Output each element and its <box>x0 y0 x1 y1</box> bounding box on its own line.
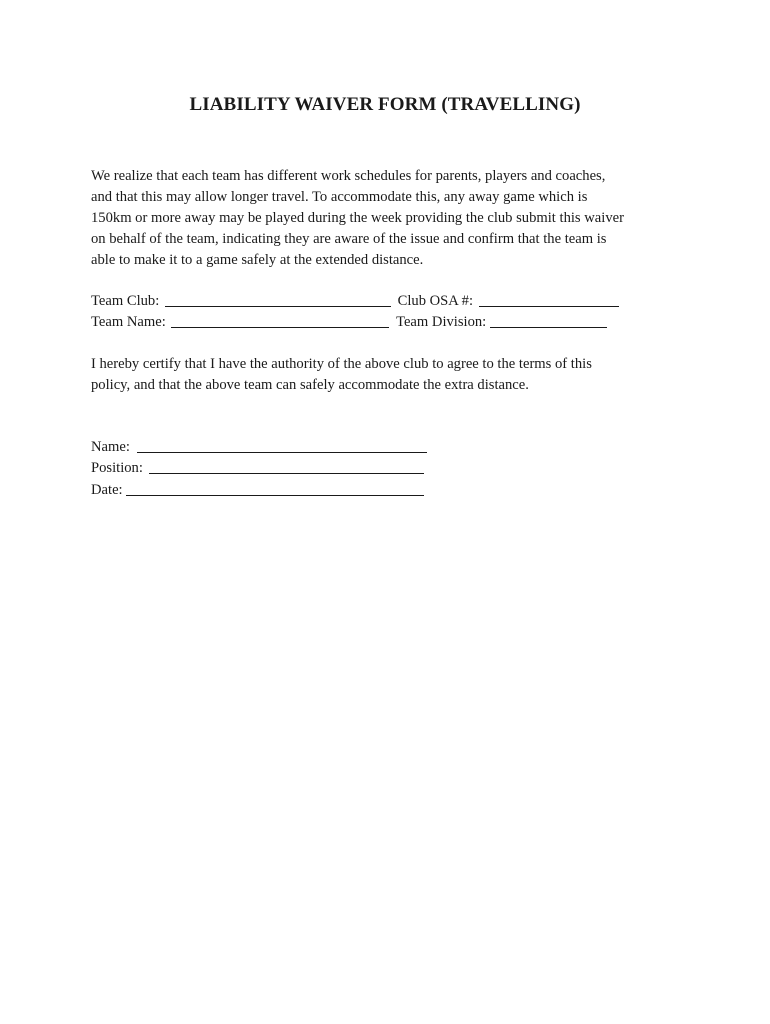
name-row <box>91 437 427 458</box>
date-label: Date: <box>91 482 123 498</box>
club-osa-label: Club OSA #: <box>397 293 474 309</box>
intro-line: and that this may allow longer travel. To accommodate this, any away game which is <box>91 189 588 205</box>
intro-line: We realize that each team has different work schedules for parents, players and coaches, <box>91 168 606 184</box>
team-name-label: Team Name: <box>91 314 166 330</box>
position-label: Position: <box>91 460 143 476</box>
team-division-field[interactable] <box>490 312 607 328</box>
form-title: LIABILITY WAIVER FORM (TRAVELLING) <box>189 94 581 115</box>
team-club-label: Team Club: <box>91 293 160 309</box>
intro-line: able to make it to a game safely at the extended distance. <box>91 252 424 268</box>
position-field[interactable] <box>149 458 424 474</box>
date-row <box>91 480 424 501</box>
team-club-row <box>91 291 619 312</box>
certify-paragraph <box>91 354 691 396</box>
team-club-field[interactable] <box>165 291 391 307</box>
date-field[interactable] <box>126 480 424 496</box>
position-row <box>91 458 424 479</box>
team-name-row <box>91 312 607 333</box>
certify-line: policy, and that the above team can safely accommodate the extra distance. <box>91 377 529 393</box>
intro-paragraph <box>91 166 691 271</box>
certify-line: I hereby certify that I have the authority of the above club to agree to the terms of this <box>91 356 592 372</box>
team-name-field[interactable] <box>171 312 389 328</box>
name-label: Name: <box>91 439 130 455</box>
club-osa-field[interactable] <box>479 291 619 307</box>
intro-line: 150km or more away may be played during the week providing the club submit this waiver <box>91 210 624 226</box>
intro-line: on behalf of the team, indicating they are aware of the issue and confirm that the team is <box>91 231 607 247</box>
name-field[interactable] <box>137 437 427 453</box>
team-division-label: Team Division: <box>396 314 487 330</box>
